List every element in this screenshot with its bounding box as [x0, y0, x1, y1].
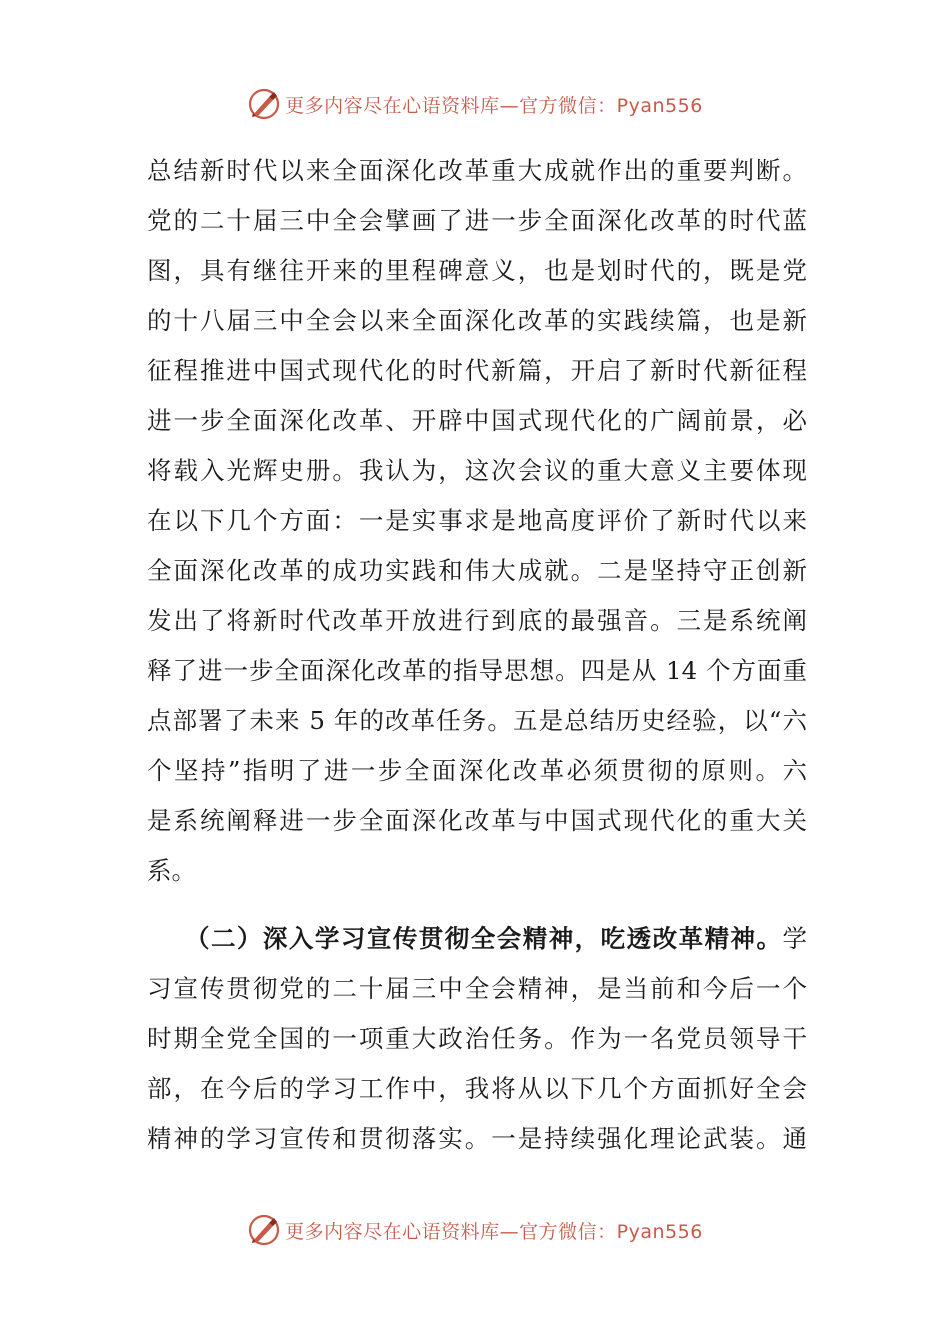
text-line: 精神的学习宣传和贯彻落实。一是持续强化理论武装。通	[147, 1124, 807, 1153]
text-line: 个坚持”指明了进一步全面深化改革必须贯彻的原则。六	[147, 756, 807, 785]
text-line: 总结新时代以来全面深化改革重大成就作出的重要判断。	[147, 156, 807, 185]
pen-logo-icon	[247, 1213, 281, 1247]
text-line: 进一步全面深化改革、开辟中国式现代化的广阔前景，必	[147, 406, 807, 435]
text-line: 系。	[147, 856, 196, 885]
text-line: 部，在今后的学习工作中，我将从以下几个方面抓好全会	[147, 1074, 807, 1103]
text-line: 时期全党全国的一项重大政治任务。作为一名党员领导干	[147, 1024, 807, 1053]
heading-tail-text: 学	[782, 924, 807, 953]
watermark-text: 更多内容尽在心语资料库—官方微信：Pyan556	[285, 94, 703, 117]
section-heading: （二）深入学习宣传贯彻全会精神，吃透改革精神。	[185, 924, 783, 953]
paragraph-1	[147, 146, 807, 896]
text-line: 点部署了未来 5 年的改革任务。五是总结历史经验，以“六	[147, 706, 807, 735]
text-line: 释了进一步全面深化改革的指导思想。四是从 14 个方面重	[147, 656, 807, 685]
header-watermark	[0, 84, 950, 124]
text-line: 全面深化改革的成功实践和伟大成就。二是坚持守正创新	[147, 556, 807, 585]
footer-watermark	[0, 1210, 950, 1250]
text-line: 在以下几个方面：一是实事求是地高度评价了新时代以来	[147, 506, 807, 535]
document-body	[147, 146, 807, 1164]
text-line: 党的二十届三中全会擘画了进一步全面深化改革的时代蓝	[147, 206, 807, 235]
text-line: 是系统阐释进一步全面深化改革与中国式现代化的重大关	[147, 806, 807, 835]
paragraph-2-first-line	[147, 914, 807, 964]
pen-logo-icon	[247, 87, 281, 121]
text-line: 将载入光辉史册。我认为，这次会议的重大意义主要体现	[147, 456, 807, 485]
text-line: 习宣传贯彻党的二十届三中全会精神，是当前和今后一个	[147, 974, 807, 1003]
text-line: 的十八届三中全会以来全面深化改革的实践续篇，也是新	[147, 306, 807, 335]
paragraph-2	[147, 914, 807, 1164]
text-line: 发出了将新时代改革开放进行到底的最强音。三是系统阐	[147, 606, 807, 635]
text-line: 图，具有继往开来的里程碑意义，也是划时代的，既是党	[147, 256, 807, 285]
text-line: 征程推进中国式现代化的时代新篇，开启了新时代新征程	[147, 356, 807, 385]
watermark-text: 更多内容尽在心语资料库—官方微信：Pyan556	[285, 1220, 703, 1243]
